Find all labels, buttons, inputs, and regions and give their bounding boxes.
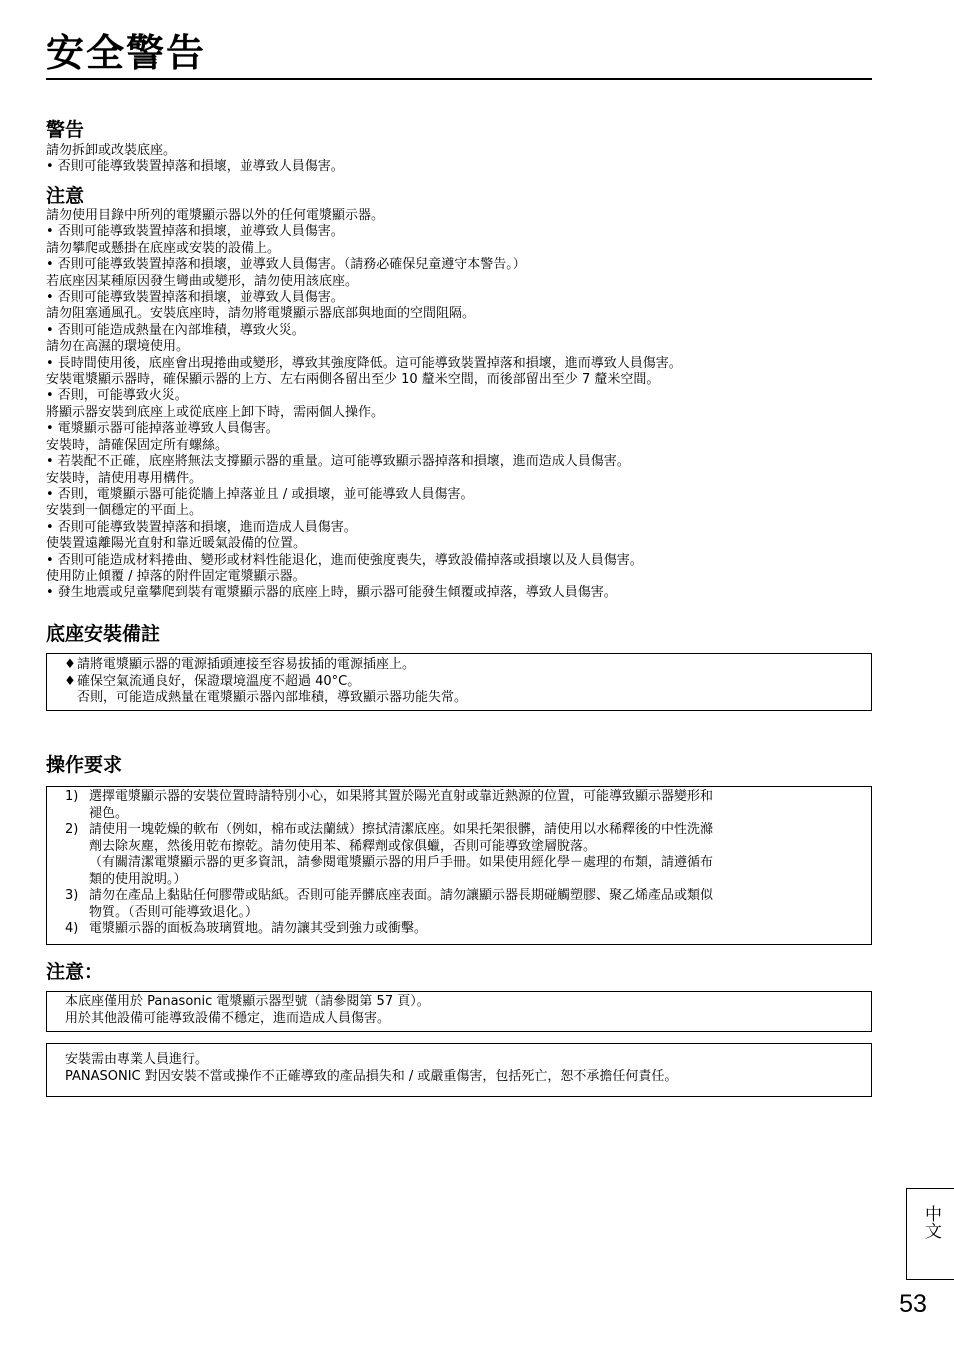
caution-line: 安裝到一個穩定的平面上。 — [46, 503, 203, 519]
note-line: 本底座僅用於 Panasonic 電漿顯示器型號（請參閱第 57 頁）。 — [65, 994, 430, 1009]
caution-line: • 否則可能導致裝置掉落和損壞，並導致人員傷害。（請務必確保兒童遵守本警告。） — [46, 257, 526, 273]
caution-line: 使裝置遠離陽光直射和靠近暖氣設備的位置。 — [46, 536, 307, 552]
caution-line: • 否則可能造成熱量在內部堆積，導致火災。 — [46, 322, 305, 338]
note-box-compatibility — [46, 991, 872, 1032]
caution-line: 將顯示器安裝到底座上或從底座上卸下時，需兩個人操作。 — [46, 404, 385, 420]
caution-line: 請勿使用目錄中所列的電漿顯示器以外的任何電漿顯示器。 — [46, 208, 385, 223]
page-title: 安全警告 — [46, 30, 872, 80]
operation-item-line: 請勿在產品上黏貼任何膠帶或貼紙。否則可能弄髒底座表面。請勿讓顯示器長期碰觸塑膠、聚乙烯產品或類似 — [89, 888, 714, 903]
operation-item — [65, 789, 861, 822]
caution-line: 請勿阻塞通風孔。安裝底座時，請勿將電漿顯示器底部與地面的空間阻隔。 — [46, 306, 476, 322]
operation-item-number: 2) — [65, 822, 79, 837]
caution-line: 請勿攀爬或懸掛在底座或安裝的設備上。 — [46, 240, 281, 256]
operation-item-line: 物質。（否則可能導致退化。） — [89, 904, 259, 920]
caution-line: • 若裝配不正確，底座將無法支撐顯示器的重量。這可能導致顯示器掉落和損壞，進而造成人員傷害。 — [46, 454, 630, 470]
caution-line: 安裝時，請使用專用構件。 — [46, 470, 203, 486]
caution-line: 安裝電漿顯示器時，確保顯示器的上方、左右兩側各留出至少 10 釐米空間，而後部留出至少 7 釐米空間。 — [46, 372, 660, 388]
install-notes-heading: 底座安裝備註 — [46, 623, 161, 645]
warning-heading: 警告 — [46, 119, 85, 141]
caution-line: 使用防止傾覆 / 掉落的附件固定電漿顯示器。 — [46, 568, 306, 584]
warning-line: 請勿拆卸或改裝底座。 — [46, 143, 177, 158]
operation-item-number: 1) — [65, 789, 79, 804]
caution-heading: 注意 — [46, 185, 85, 207]
note-heading: 注意： — [46, 961, 104, 983]
caution-line: • 否則可能造成材料捲曲、變形或材料性能退化，進而使強度喪失，導致設備掉落或損壞以及人員傷害。 — [46, 552, 643, 568]
operation-item-number: 4) — [65, 921, 79, 936]
operation-item-line: 劑去除灰塵，然後用乾布擦乾。請勿使用苯、稀釋劑或傢俱蠟，否則可能導致塗層脫落。 — [89, 838, 597, 854]
note-box-liability — [46, 1043, 872, 1097]
caution-line: • 否則可能導致裝置掉落和損壞，並導致人員傷害。 — [46, 290, 344, 306]
warning-text — [46, 143, 872, 176]
operation-item-line: 選擇電漿顯示器的安裝位置時請特別小心，如果將其置於陽光直射或靠近熱源的位置，可能導致顯示器變形和 — [89, 789, 714, 804]
note-line: PANASONIC 對因安裝不當或操作不正確導致的產品損失和 / 或嚴重傷害，包括死亡，恕不承擔任何責任。 — [65, 1068, 678, 1084]
operation-item — [65, 888, 861, 921]
language-tab — [906, 1188, 954, 1280]
operation-item-line: 電漿顯示器的面板為玻璃質地。請勿讓其受到強力或衝擊。 — [89, 921, 428, 936]
install-note-text: 請將電漿顯示器的電源插頭連接至容易拔插的電源插座上。 — [77, 657, 416, 672]
install-notes-box — [46, 653, 872, 711]
install-note-item — [63, 674, 871, 691]
caution-line: 若底座因某種原因發生彎曲或變形，請勿使用該底座。 — [46, 273, 359, 289]
warning-line: • 否則可能導致裝置掉落和損壞，並導致人員傷害。 — [46, 159, 344, 175]
note-line: 用於其他設備可能導致設備不穩定，進而造成人員傷害。 — [65, 1010, 391, 1026]
caution-line: • 電漿顯示器可能掉落並導致人員傷害。 — [46, 421, 279, 437]
install-note-continuation: 否則，可能造成熱量在電漿顯示器內部堆積，導致顯示器功能失常。 — [77, 690, 468, 705]
caution-line: • 發生地震或兒童攀爬到裝有電漿顯示器的底座上時，顯示器可能發生傾覆或掉落，導致人員傷害。 — [46, 585, 617, 601]
operation-item-line: 請使用一塊乾燥的軟布（例如，棉布或法蘭絨）擦拭清潔底座。如果托架很髒，請使用以水稀釋後的中性洗滌 — [89, 822, 714, 837]
caution-line: • 否則，電漿顯示器可能從牆上掉落並且 / 或損壞，並可能導致人員傷害。 — [46, 486, 474, 502]
operation-item-line: 褪色。 — [89, 805, 129, 821]
operation-item-line: （有關清潔電漿顯示器的更多資訊，請參閱電漿顯示器的用戶手冊。如果使用經化學－處理的布類，請遵循布 — [89, 855, 714, 870]
operation-item-number: 3) — [65, 888, 79, 903]
caution-line: • 否則，可能導致火災。 — [46, 388, 188, 404]
operation-item — [65, 822, 861, 888]
diamond-bullet-icon: ♦ — [64, 673, 76, 689]
operation-item — [65, 921, 861, 938]
note-line: 安裝需由專業人員進行。 — [65, 1052, 209, 1067]
caution-line: • 否則可能導致裝置掉落和損壞，進而造成人員傷害。 — [46, 519, 357, 535]
install-note-text: 確保空氣流通良好，保證環境溫度不超過 40°C。 — [77, 673, 361, 689]
page-number: 53 — [899, 1290, 927, 1318]
operation-heading: 操作要求 — [46, 754, 123, 776]
diamond-bullet-icon: ♦ — [64, 657, 76, 672]
language-tab-label: 中文 — [921, 1205, 941, 1239]
install-note-item — [63, 657, 871, 674]
caution-line: 安裝時，請確保固定所有螺絲。 — [46, 437, 229, 453]
caution-line: • 長時間使用後，底座會出現捲曲或變形，導致其強度降低。這可能導致裝置掉落和損壞，進而導致人員傷害。 — [46, 355, 682, 371]
caution-text — [46, 208, 872, 602]
caution-line: 請勿在高濕的環境使用。 — [46, 339, 190, 355]
operation-box — [46, 786, 872, 945]
operation-item-line: 類的使用說明。） — [89, 871, 187, 887]
caution-line: • 否則可能導致裝置掉落和損壞，並導致人員傷害。 — [46, 224, 344, 240]
